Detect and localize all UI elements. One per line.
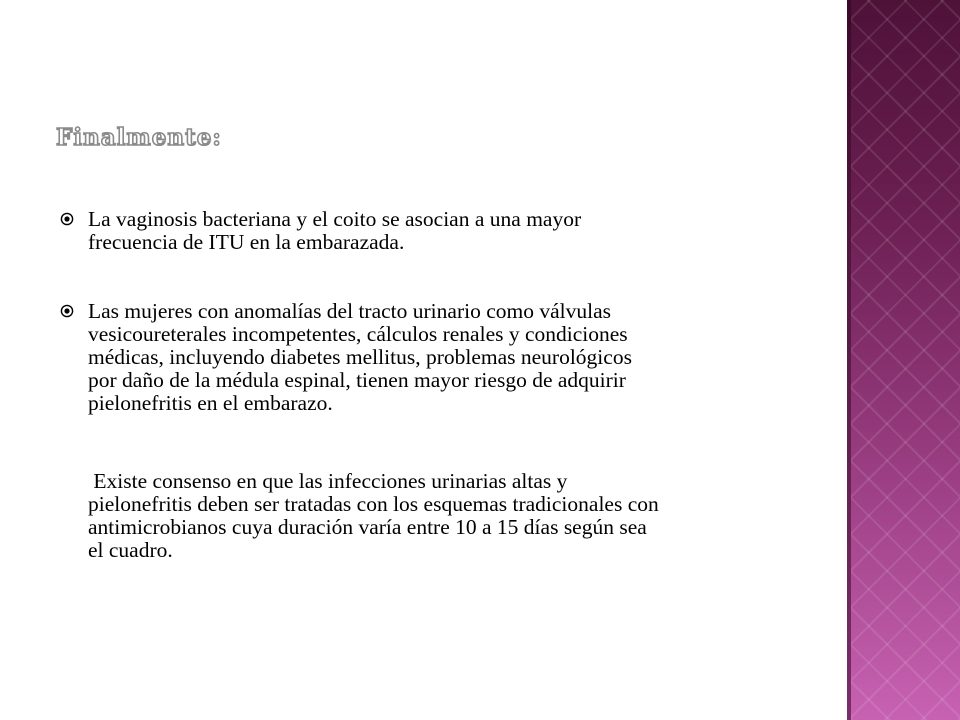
- slide-title: Finalmente:: [56, 124, 222, 151]
- bullet-line: médicas, incluyendo diabetes mellitus, problemas neurológicos: [88, 345, 632, 369]
- circled-dot-icon: [60, 212, 74, 226]
- bullet-line: frecuencia de ITU en la embarazada.: [88, 230, 405, 254]
- bullet-item: [60, 299, 632, 415]
- bullet-line: por daño de la médula espinal, tienen mayor riesgo de adquirir: [88, 368, 626, 392]
- bullet-text: [88, 208, 581, 254]
- bullet-line: La vaginosis bacteriana y el coito se asocian a una mayor: [88, 207, 582, 231]
- bullet-line: Las mujeres con anomalías del tracto urinario como válvulas: [88, 299, 611, 323]
- bullet-line: vesicoureterales incompetentes, cálculos renales y condiciones: [88, 322, 628, 346]
- circled-dot-icon: [60, 304, 74, 318]
- paragraph-line: Existe consenso en que las infecciones urinarias altas y: [88, 469, 568, 493]
- decorative-side-panel: [851, 0, 960, 720]
- paragraph-line: pielonefritis deben ser tratadas con los esquemas tradicionales con: [88, 492, 659, 516]
- paragraph-line: el cuadro.: [88, 538, 173, 562]
- bullet-item: [60, 207, 582, 254]
- body-paragraph: [88, 470, 659, 562]
- bullet-text: [88, 300, 632, 415]
- bullet-line: pielonefritis en el embarazo.: [88, 391, 333, 415]
- paragraph-line: antimicrobianos cuya duración varía entre 10 a 15 días según sea: [88, 515, 647, 539]
